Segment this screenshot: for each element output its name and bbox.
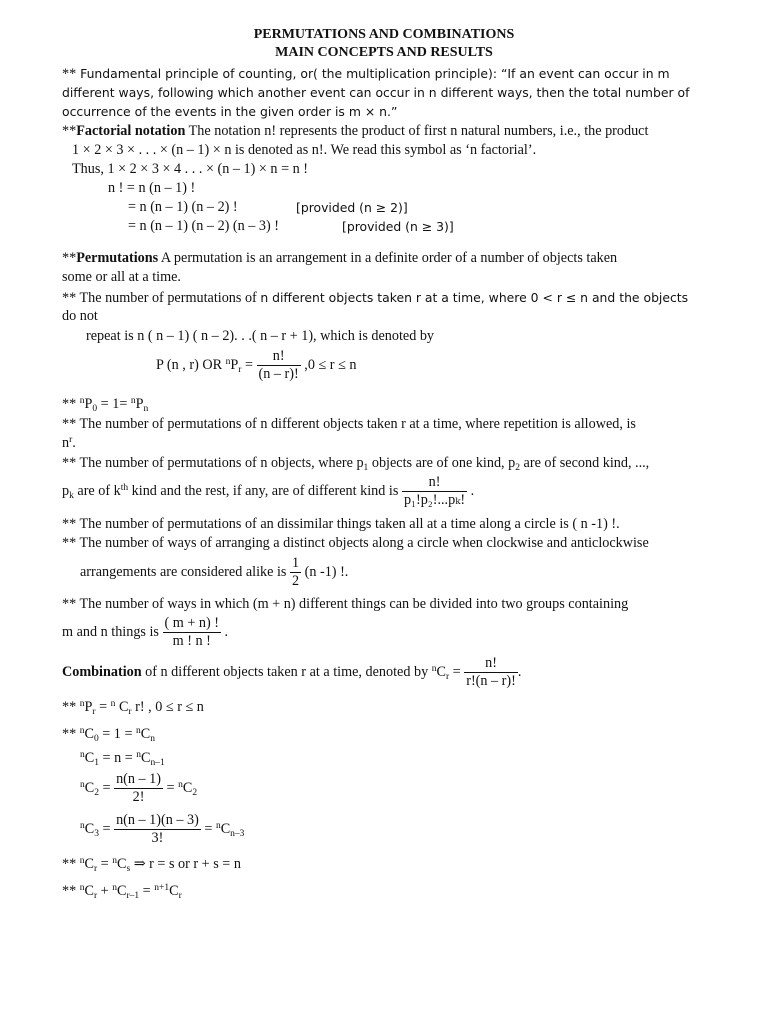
bullet-marker: ** <box>62 66 77 82</box>
equals-sign: = <box>241 357 257 373</box>
fraction-numerator: n! <box>257 348 301 366</box>
nc2-fraction <box>114 771 163 806</box>
fraction-denominator: 2 <box>291 573 300 590</box>
p-n-r-notation: P (n , r) OR <box>156 357 226 373</box>
bullet-marker: ** <box>62 883 80 899</box>
subscript-2: 2 <box>192 788 198 798</box>
superscript-n: n <box>130 396 136 406</box>
bullet-marker: ** <box>62 856 80 872</box>
fraction-denominator: p₁!p₂!...pₖ! <box>403 492 466 509</box>
subscript-2: 2 <box>94 788 99 798</box>
groups-line-1: ** The number of ways in which (m + n) different things can be divided into two groups containing <box>62 596 629 612</box>
subscript-r-minus-1: r–1 <box>126 891 140 901</box>
circle-arrangement-line-2 <box>80 555 348 590</box>
subscript-1: 1 <box>363 463 369 473</box>
factorial-line-6 <box>128 218 454 235</box>
factorial-line-3: Thus, 1 × 2 × 3 × 4 . . . × (n – 1) × n = n ! <box>72 161 308 177</box>
subscript-r: r <box>92 707 96 717</box>
factorial-expansion-3: = n (n – 1) (n – 2) (n – 3) ! <box>128 218 280 234</box>
equals-sign: = <box>97 856 113 872</box>
superscript-n: n <box>225 357 231 367</box>
equals-sign: = <box>139 883 155 899</box>
permutations-count-text: ** The number of permutations of <box>62 290 261 306</box>
fraction-numerator: n! <box>402 474 467 492</box>
combination-text: of n different objects taken r at a time, denoted by <box>141 664 432 680</box>
c-symbol: C <box>84 883 94 899</box>
kinds-fraction <box>402 474 467 509</box>
bullet-marker: ** <box>62 123 77 139</box>
equals-one: = 1 = <box>98 726 136 742</box>
factorial-heading: Factorial notation <box>76 123 186 139</box>
fraction-numerator: 1 <box>291 555 300 572</box>
fraction-numerator: n(n – 1)(n – 3) <box>116 812 199 829</box>
kinds-line-1 <box>62 455 649 472</box>
superscript-n: n <box>79 396 85 406</box>
superscript-n: n <box>136 750 142 760</box>
fraction-numerator: ( m + n) ! <box>164 615 219 632</box>
superscript-n: n <box>80 750 85 760</box>
subscript-2: 2 <box>515 463 520 473</box>
superscript-n: n <box>79 699 85 709</box>
permutations-heading: Permutations <box>76 250 159 266</box>
nc3-formula <box>80 812 244 847</box>
fundamental-principle-line-1 <box>62 65 670 83</box>
implication-text: ⇒ r = s or r + s = n <box>130 856 241 872</box>
circle-arrangement-text: arrangements are considered alike is <box>80 564 290 580</box>
permutations-line-4: do not <box>62 308 98 324</box>
period: . <box>517 664 522 680</box>
circle-arrangement-value: (n -1) !. <box>301 564 349 580</box>
superscript-n: n <box>431 664 437 674</box>
subscript-0: 0 <box>93 734 99 744</box>
p-symbol: P <box>230 357 239 373</box>
ncr-fraction <box>464 655 518 690</box>
equals-sign: = <box>95 699 111 715</box>
superscript-n: n <box>136 726 141 736</box>
fraction-numerator: n! <box>464 655 518 673</box>
superscript-n-plus-1: n+1 <box>154 883 170 893</box>
subscript-s: s <box>126 864 131 874</box>
subscript-0: 0 <box>92 404 98 414</box>
subscript-r: r <box>93 864 98 874</box>
superscript-n: n <box>79 726 85 736</box>
kinds-text-a: ** The number of permutations of n objects, where p <box>62 455 364 471</box>
subscript-r: r <box>445 672 450 682</box>
equals-sign: = <box>200 821 216 837</box>
permutations-count-condition: n different objects taken r at a time, where 0 < r ≤ n and the objects <box>260 290 689 305</box>
p-symbol: P <box>135 396 144 412</box>
c-symbol: C <box>84 856 94 872</box>
superscript-n: n <box>80 821 85 831</box>
fraction-denominator: 2! <box>132 789 145 806</box>
factorial-expansion-2: = n (n – 1) (n – 2) ! <box>128 199 238 215</box>
superscript-n: n <box>80 780 85 790</box>
subscript-r: r <box>128 707 132 717</box>
groups-text: m and n things is <box>62 624 163 640</box>
subscript-n: n <box>143 404 149 414</box>
c-symbol: C <box>84 726 94 742</box>
factorial-line-2: 1 × 2 × 3 × . . . × (n – 1) × n is denoted as n!. We read this symbol as ‘n factorial’. <box>72 142 537 158</box>
bullet-marker: ** <box>62 396 80 412</box>
equals-sign: = <box>163 780 179 796</box>
period: . <box>467 483 475 499</box>
equals-sign: = <box>98 780 115 796</box>
nc3-fraction <box>114 812 201 847</box>
npr-fraction <box>257 348 301 383</box>
pascal-rule-formula <box>62 883 182 900</box>
groups-fraction <box>163 615 222 650</box>
groups-line-2 <box>62 615 228 650</box>
fraction-denominator: 3! <box>151 830 164 847</box>
superscript-th: th <box>120 483 129 493</box>
c-symbol: C <box>141 750 151 766</box>
c-symbol: C <box>84 780 95 796</box>
subscript-n: n <box>150 734 155 744</box>
subscript-r: r <box>178 891 182 901</box>
p-symbol: p <box>62 483 70 499</box>
kinds-text-c: are of second kind, ..., <box>520 455 650 471</box>
subscript-3: 3 <box>94 829 99 839</box>
superscript-n: n <box>112 856 117 866</box>
combination-line <box>62 655 521 690</box>
superscript-n: n <box>178 780 183 790</box>
repetition-line-2 <box>62 435 76 452</box>
c-symbol: C <box>116 883 127 899</box>
period: . <box>221 624 229 640</box>
superscript-r: r <box>69 435 73 445</box>
permutations-line-1 <box>62 250 617 267</box>
p-symbol: P <box>84 699 93 715</box>
period: . <box>72 435 76 451</box>
nc2-formula <box>80 771 197 806</box>
condition-n-ge-3: [provided (n ≥ 3)] <box>342 219 454 234</box>
np0-formula <box>62 396 148 413</box>
circle-permutations-line: ** The number of permutations of an dissimilar things taken all at a time along a circle is ( n -1) !. <box>62 516 620 532</box>
repetition-line-1: ** The number of permutations of n different objects taken r at a time, where repetition is allowed, is <box>62 416 636 432</box>
superscript-n: n <box>79 883 85 893</box>
subscript-r: r <box>238 365 242 375</box>
page-subtitle: MAIN CONCEPTS AND RESULTS <box>275 45 493 60</box>
c-symbol: C <box>140 726 151 742</box>
fraction-denominator: (n – r)! <box>258 366 299 383</box>
combination-heading: Combination <box>62 664 142 680</box>
permutations-text: A permutation is an arrangement in a definite order of a number of objects taken <box>158 250 618 266</box>
page-title: PERMUTATIONS AND COMBINATIONS <box>253 27 515 42</box>
npr-formula <box>156 348 357 383</box>
equals-one: = 1= <box>97 396 131 412</box>
c-symbol: C <box>182 780 193 796</box>
c-symbol: C <box>436 664 446 680</box>
kinds-line-2 <box>62 474 474 509</box>
kinds-text-d: are of k <box>73 483 121 499</box>
fraction-numerator: n(n – 1) <box>116 771 161 788</box>
fundamental-principle-line-2: different ways, following which another event can occur in n different ways, then the total number of <box>62 85 690 100</box>
npr-condition: ,0 ≤ r ≤ n <box>300 357 357 373</box>
subscript-n-minus-3: n–3 <box>230 829 245 839</box>
permutations-line-5: repeat is n ( n – 1) ( n – 2). . .( n – r + 1), which is denoted by <box>86 328 435 344</box>
ncr-equality-formula <box>62 856 241 873</box>
permutations-line-2: some or all at a time. <box>62 269 181 285</box>
superscript-n: n <box>215 821 221 831</box>
nc1-formula <box>80 750 165 767</box>
condition-n-ge-2: [provided (n ≥ 2)] <box>296 200 408 215</box>
fundamental-principle-text: Fundamental principle of counting, or( the multiplication principle): “If an event can occur in m <box>76 66 670 81</box>
c-symbol: C <box>84 750 95 766</box>
plus-sign: + <box>97 883 113 899</box>
subscript-n-minus-1: n–1 <box>150 758 165 768</box>
subscript-k: k <box>69 491 74 501</box>
subscript-r: r <box>93 891 98 901</box>
half-fraction <box>290 555 301 590</box>
bullet-marker: ** <box>62 699 80 715</box>
npr-ncr-relation <box>62 699 204 716</box>
circle-arrangement-line-1: ** The number of ways of arranging a distinct objects along a circle when clockwise and anticlockwise <box>62 535 649 551</box>
c-symbol: C <box>220 821 231 837</box>
c-symbol: C <box>116 856 127 872</box>
c-symbol: C <box>84 821 95 837</box>
c-symbol: C <box>169 883 179 899</box>
superscript-n: n <box>112 883 117 893</box>
bullet-marker: ** <box>62 726 80 742</box>
superscript-n: n <box>110 699 116 709</box>
kinds-text-e: kind and the rest, if any, are of different kind is <box>128 483 402 499</box>
fundamental-principle-line-3: occurrence of the events in the given order is m × n.” <box>62 104 398 119</box>
relation-tail: r! , 0 ≤ r ≤ n <box>131 699 204 715</box>
subscript-1: 1 <box>94 758 99 768</box>
kinds-text-b: objects are of one kind, p <box>368 455 516 471</box>
nc0-formula <box>62 726 155 743</box>
bullet-marker: ** <box>62 250 77 266</box>
n-base: n <box>62 435 70 451</box>
superscript-n: n <box>79 856 85 866</box>
equals-n: = n = <box>98 750 137 766</box>
c-symbol: C <box>115 699 129 715</box>
fraction-denominator: r!(n – r)! <box>466 673 516 690</box>
p-symbol: P <box>84 396 93 412</box>
factorial-line-5 <box>128 199 408 216</box>
permutations-line-3 <box>62 289 688 307</box>
fraction-denominator: m ! n ! <box>172 633 211 650</box>
factorial-line-4: n ! = n (n – 1) ! <box>108 180 196 196</box>
equals-sign: = <box>98 821 115 837</box>
equals-sign: = <box>449 664 465 680</box>
factorial-line-1 <box>62 123 648 140</box>
factorial-text: The notation n! represents the product of first n natural numbers, i.e., the product <box>185 123 649 139</box>
